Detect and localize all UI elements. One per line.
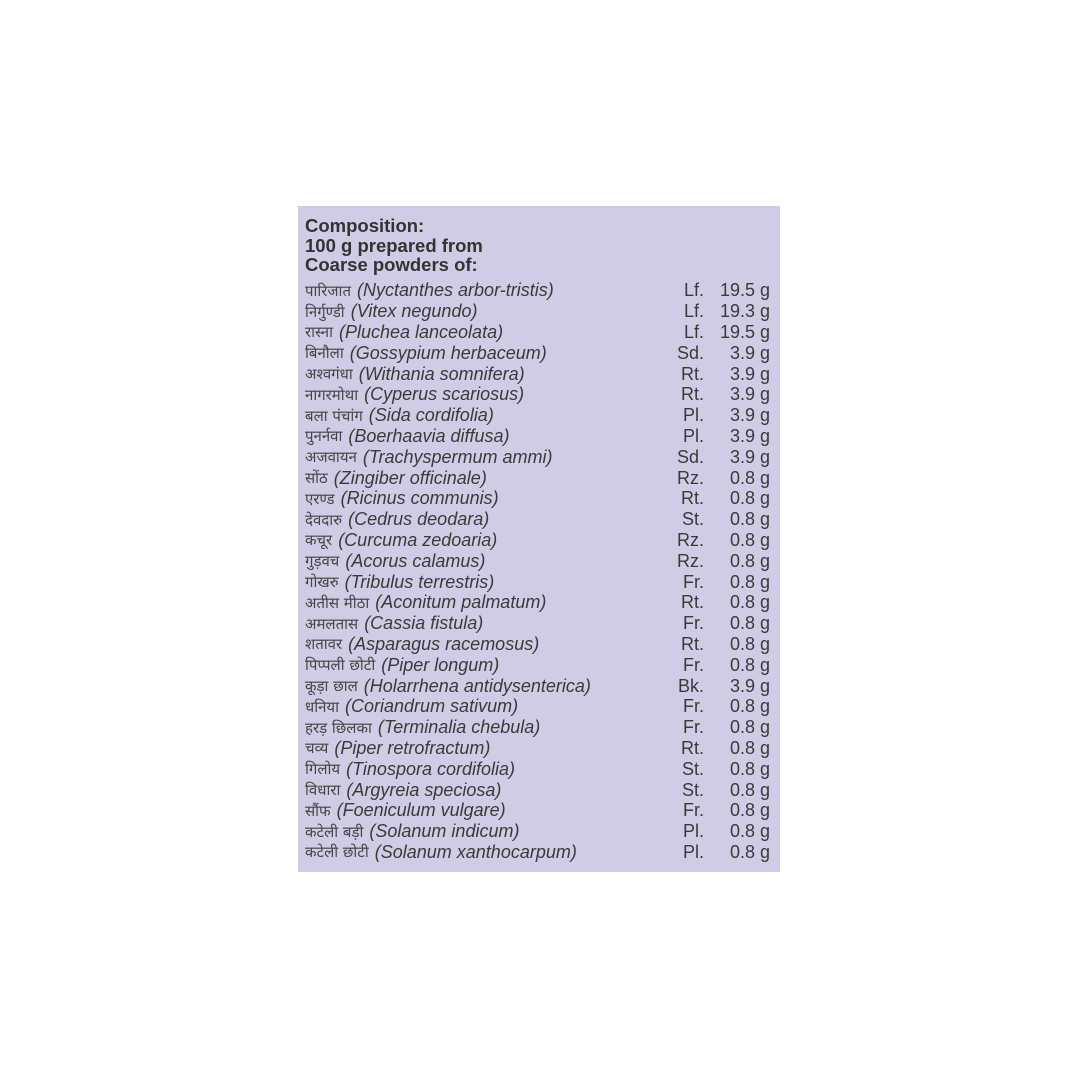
ingredient-plant-part: Rz. <box>677 550 704 571</box>
ingredient-plant-part: Lf. <box>683 301 704 322</box>
ingredient-row <box>305 530 770 551</box>
ingredient-quantity: 0.8 g <box>729 654 770 675</box>
ingredient-row <box>305 509 770 530</box>
ingredient-row <box>305 551 770 572</box>
ingredient-quantity: 3.9 g <box>729 342 770 363</box>
ingredient-quantity: 0.8 g <box>729 800 770 821</box>
ingredient-plant-part: Rz. <box>677 467 704 488</box>
ingredient-plant-part: Pl. <box>682 425 704 446</box>
ingredient-plant-part: Pl. <box>682 841 704 862</box>
ingredient-plant-part: Rt. <box>680 384 704 405</box>
ingredient-plant-part: Pl. <box>682 821 704 842</box>
ingredient-hindi-name: सोंठ <box>305 469 328 488</box>
ingredient-row <box>305 717 770 738</box>
ingredient-quantity: 0.8 g <box>729 633 770 654</box>
ingredient-quantity: 0.8 g <box>729 717 770 738</box>
ingredient-plant-part: Lf. <box>683 322 704 342</box>
ingredient-botanical-name: (Cedrus deodara) <box>348 509 490 530</box>
ingredient-plant-part: Rt. <box>680 363 704 384</box>
ingredient-hindi-name: अतीस मीठा <box>305 593 370 612</box>
ingredient-hindi-name: एरण्ड <box>305 489 335 508</box>
ingredient-botanical-name: (Asparagus racemosus) <box>348 633 540 654</box>
ingredient-plant-part: Rt. <box>680 592 704 613</box>
ingredient-botanical-name: (Nyctanthes arbor-tristis) <box>357 280 554 301</box>
ingredient-row <box>305 800 770 821</box>
ingredient-row <box>305 322 770 343</box>
ingredient-hindi-name: अश्वगंधा <box>305 365 353 384</box>
ingredient-botanical-name: (Cyperus scariosus) <box>364 384 525 405</box>
ingredient-quantity: 3.9 g <box>729 405 770 426</box>
ingredient-plant-part: St. <box>681 758 704 779</box>
ingredient-plant-part: Rz. <box>677 529 704 550</box>
ingredient-quantity: 0.8 g <box>729 841 770 862</box>
ingredient-quantity: 19.3 g <box>719 301 770 322</box>
ingredient-row <box>305 613 770 634</box>
ingredient-row <box>305 301 770 322</box>
ingredient-quantity: 0.8 g <box>729 737 770 758</box>
ingredient-quantity: 19.5 g <box>719 280 770 301</box>
ingredient-row <box>305 488 770 509</box>
ingredient-row <box>305 343 770 364</box>
ingredient-hindi-name: चव्य <box>305 739 329 758</box>
ingredient-botanical-name: (Piper retrofractum) <box>334 737 491 758</box>
composition-subheading-2: Coarse powders of: <box>305 254 478 275</box>
ingredient-hindi-name: बिनौला <box>305 344 344 363</box>
ingredient-row <box>305 676 770 697</box>
ingredient-row <box>305 447 770 468</box>
ingredient-hindi-name: गोखरु <box>305 573 339 592</box>
ingredient-quantity: 0.8 g <box>729 467 770 488</box>
ingredient-row <box>305 842 770 863</box>
ingredient-quantity: 0.8 g <box>729 758 770 779</box>
ingredient-plant-part: Fr. <box>683 654 704 675</box>
ingredient-plant-part: Fr. <box>683 571 704 592</box>
ingredient-plant-part: Rt. <box>680 633 704 654</box>
ingredient-plant-part: Pl. <box>682 405 704 426</box>
ingredient-row <box>305 655 770 676</box>
ingredient-botanical-name: (Solanum xanthocarpum) <box>374 841 577 862</box>
composition-subheading: 100 g prepared from <box>305 234 483 256</box>
ingredient-plant-part: Sd. <box>676 342 704 363</box>
ingredient-botanical-name: (Sida cordifolia) <box>368 405 494 426</box>
ingredient-quantity: 0.8 g <box>729 779 770 800</box>
ingredient-plant-part: Fr. <box>683 696 704 717</box>
ingredient-plant-part: Bk. <box>677 675 704 696</box>
ingredient-quantity: 3.9 g <box>729 446 770 467</box>
ingredient-quantity: 0.8 g <box>729 529 770 550</box>
ingredient-botanical-name: (Coriandrum sativum) <box>345 696 519 717</box>
ingredient-hindi-name: शतावर <box>305 635 343 654</box>
ingredient-botanical-name: (Solanum indicum) <box>369 821 520 842</box>
ingredient-botanical-name: (Piper longum) <box>381 654 500 675</box>
ingredient-hindi-name: सौंफ <box>305 801 331 820</box>
ingredient-hindi-name: धनिया <box>305 697 340 716</box>
ingredient-plant-part: St. <box>681 779 704 800</box>
ingredient-hindi-name: अजवायन <box>305 448 357 467</box>
ingredient-quantity: 0.8 g <box>729 592 770 613</box>
ingredient-quantity: 3.9 g <box>729 425 770 446</box>
ingredient-list <box>305 281 770 863</box>
ingredient-botanical-name: (Ricinus communis) <box>340 488 499 509</box>
ingredient-botanical-name: (Gossypium herbaceum) <box>349 342 547 363</box>
ingredient-hindi-name: कटेली छोटी <box>305 843 369 862</box>
ingredient-botanical-name: (Curcuma zedoaria) <box>338 529 498 550</box>
ingredient-botanical-name: (Acorus calamus) <box>345 550 486 571</box>
ingredient-hindi-name: अमलतास <box>305 614 359 633</box>
ingredient-quantity: 3.9 g <box>729 675 770 696</box>
ingredient-hindi-name: कूड़ा छाल <box>305 677 358 696</box>
ingredient-botanical-name: (Cassia fistula) <box>364 613 484 634</box>
ingredient-row <box>305 364 770 385</box>
ingredient-hindi-name: बला पंचांग <box>305 406 363 425</box>
ingredient-plant-part: Fr. <box>683 613 704 634</box>
ingredient-hindi-name: गुड़वच <box>305 552 340 571</box>
ingredient-botanical-name: (Zingiber officinale) <box>333 467 487 488</box>
ingredient-hindi-name: निर्गुण्डी <box>305 302 345 321</box>
ingredient-plant-part: Rt. <box>680 488 704 509</box>
ingredient-quantity: 0.8 g <box>729 821 770 842</box>
ingredient-hindi-name: पुनर्नवा <box>305 427 343 446</box>
ingredient-botanical-name: (Trachyspermum ammi) <box>362 446 553 467</box>
ingredient-quantity: 19.5 g <box>719 322 770 342</box>
ingredient-botanical-name: (Terminalia chebula) <box>377 717 541 738</box>
ingredient-quantity: 0.8 g <box>729 613 770 634</box>
ingredient-plant-part: Fr. <box>683 800 704 821</box>
ingredient-row <box>305 738 770 759</box>
ingredient-quantity: 3.9 g <box>729 363 770 384</box>
ingredient-row <box>305 572 770 593</box>
ingredient-hindi-name: विधारा <box>305 781 341 800</box>
ingredient-hindi-name: नागरमोथा <box>305 385 359 404</box>
ingredient-hindi-name: पिप्पली छोटी <box>305 656 376 675</box>
ingredient-row <box>305 759 770 780</box>
ingredient-botanical-name: (Withania somnifera) <box>358 363 525 384</box>
ingredient-plant-part: Sd. <box>676 446 704 467</box>
ingredient-row <box>305 405 770 426</box>
ingredient-hindi-name: कटेली बड़ी <box>305 822 364 841</box>
ingredient-plant-part: Rt. <box>680 737 704 758</box>
ingredient-row <box>305 592 770 613</box>
ingredient-botanical-name: (Aconitum palmatum) <box>375 592 547 613</box>
ingredient-row <box>305 821 770 842</box>
ingredient-hindi-name: गिलोय <box>305 760 341 779</box>
ingredient-hindi-name: कचूर <box>305 531 333 550</box>
ingredient-quantity: 0.8 g <box>729 571 770 592</box>
ingredient-hindi-name: हरड़ छिलका <box>305 718 372 737</box>
ingredient-plant-part: St. <box>681 509 704 530</box>
ingredient-quantity: 0.8 g <box>729 696 770 717</box>
ingredient-row <box>305 780 770 801</box>
ingredient-quantity: 0.8 g <box>729 488 770 509</box>
ingredient-botanical-name: (Holarrhena antidysenterica) <box>363 675 591 696</box>
ingredient-row <box>305 634 770 655</box>
ingredient-botanical-name: (Tribulus terrestris) <box>344 571 495 592</box>
ingredient-hindi-name: रास्ना <box>305 323 333 342</box>
ingredient-row <box>305 281 770 302</box>
ingredient-hindi-name: देवदारु <box>305 510 343 529</box>
ingredient-plant-part: Lf. <box>683 280 704 301</box>
ingredient-botanical-name: (Vitex negundo) <box>350 301 478 322</box>
ingredient-row <box>305 696 770 717</box>
ingredient-botanical-name: (Argyreia speciosa) <box>346 779 502 800</box>
ingredient-botanical-name: (Foeniculum vulgare) <box>336 800 506 821</box>
ingredient-botanical-name: (Tinospora cordifolia) <box>346 758 516 779</box>
ingredient-botanical-name: (Boerhaavia diffusa) <box>348 425 510 446</box>
ingredient-row <box>305 384 770 405</box>
ingredient-hindi-name: पारिजात <box>305 281 351 300</box>
ingredient-row <box>305 426 770 447</box>
composition-heading: Composition: <box>305 215 425 236</box>
ingredient-plant-part: Fr. <box>683 717 704 738</box>
ingredient-row <box>305 468 770 489</box>
composition-panel <box>298 206 780 872</box>
ingredient-botanical-name: (Pluchea lanceolata) <box>338 322 504 342</box>
ingredient-quantity: 3.9 g <box>729 384 770 405</box>
ingredient-quantity: 0.8 g <box>729 509 770 530</box>
ingredient-quantity: 0.8 g <box>729 550 770 571</box>
